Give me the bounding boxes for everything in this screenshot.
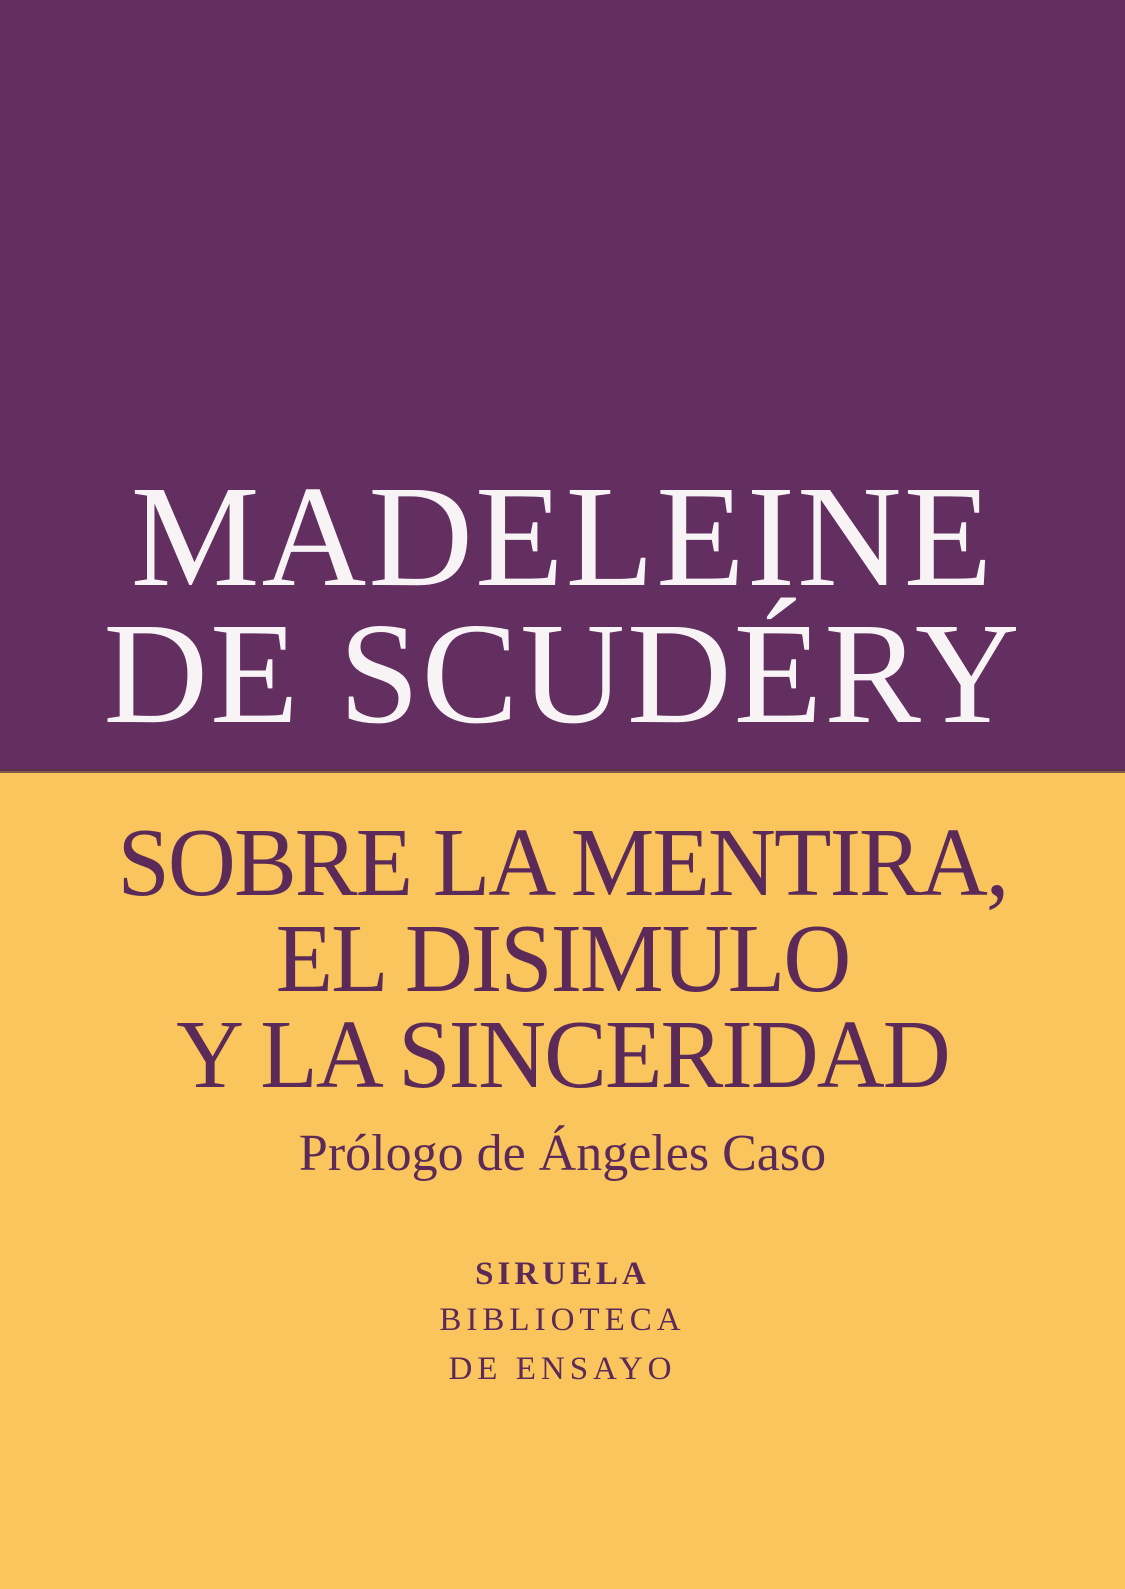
collection-name-line-1: BIBLIOTECA [439, 1302, 686, 1338]
book-title-line-1: SOBRE LA MENTIRA, [117, 809, 1008, 917]
book-title [23, 809, 1103, 1109]
author-name-line-1: MADELEINE [130, 457, 995, 617]
prologue-credit: Prólogo de Ángeles Caso [298, 1125, 827, 1182]
author-name-line-2: DE SCUDÉRY [103, 594, 1022, 754]
publisher-name: SIRUELA [475, 1256, 650, 1292]
book-title-line-3: Y LA SINCERIDAD [176, 1001, 949, 1109]
author-name [0, 457, 1125, 754]
book-title-line-2: EL DISIMULO [275, 905, 850, 1013]
band-divider [0, 769, 1125, 773]
collection-name-line-2: DE ENSAYO [448, 1351, 677, 1387]
